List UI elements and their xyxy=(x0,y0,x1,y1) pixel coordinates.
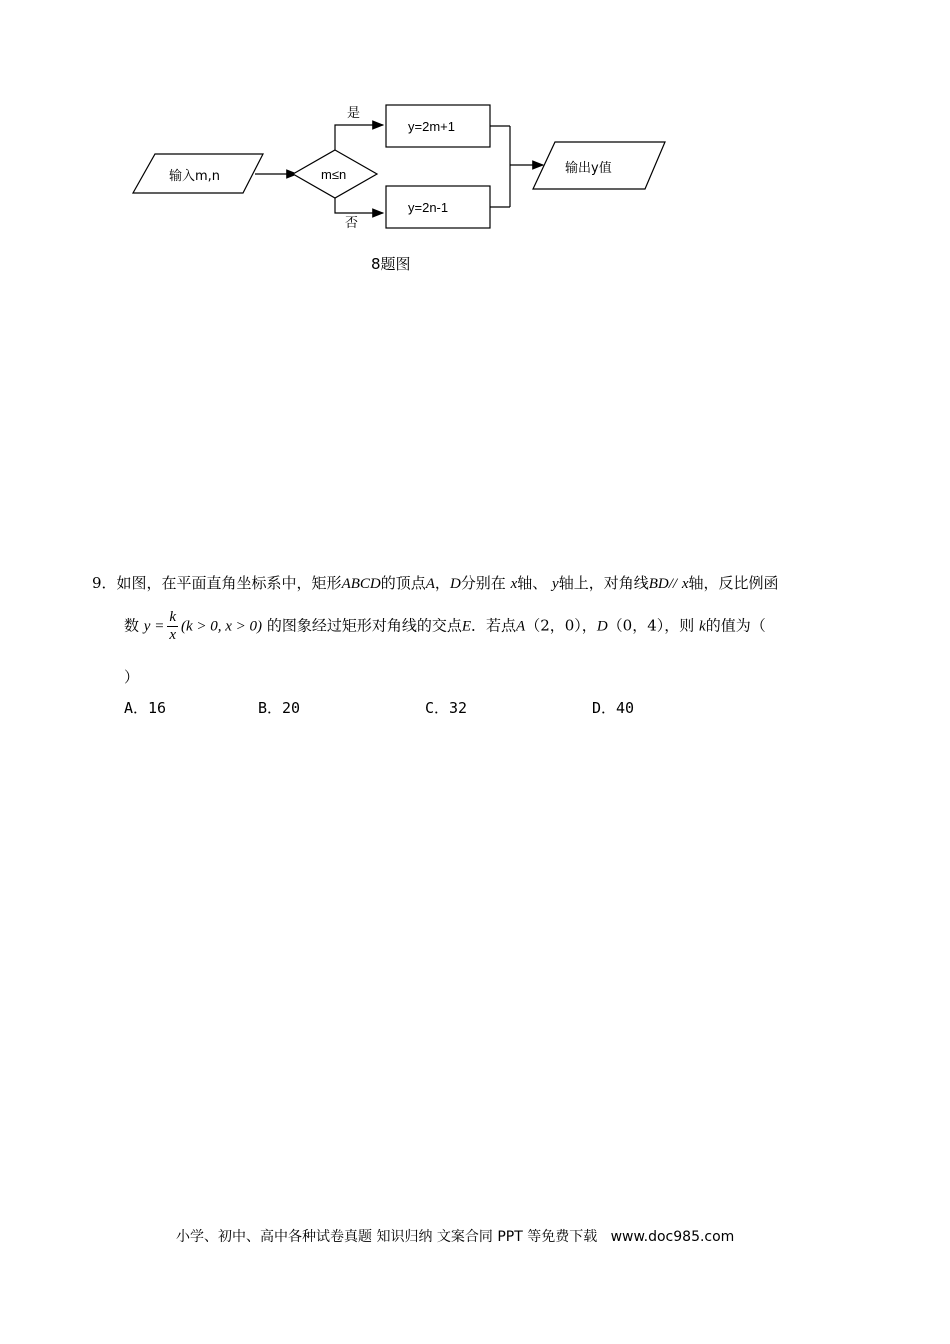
option-c: C．32 xyxy=(425,699,468,717)
q9-text: 轴上，对角线 xyxy=(558,574,649,592)
q9-text: 如图，在平面直角坐标系中，矩形 xyxy=(116,574,342,592)
flowchart-diagram xyxy=(125,95,685,245)
q9-d-coords: （0，4），则 xyxy=(607,616,695,635)
formula-fraction xyxy=(167,609,178,644)
q9-k: k xyxy=(699,618,706,635)
option-a: A．16 xyxy=(124,699,167,717)
q9-x2: x xyxy=(681,576,689,592)
q9-text: ．若点 xyxy=(471,616,517,635)
q9-a: A xyxy=(425,576,435,592)
arrow-no xyxy=(335,198,383,213)
output-label: 输出y值 xyxy=(565,161,612,176)
q9-a2: A xyxy=(516,618,526,635)
q9-comma: ， xyxy=(434,574,450,592)
q9-text: 轴，反比例函 xyxy=(688,574,779,592)
q9-parallel: // xyxy=(668,576,678,592)
q9-a-coords: （2，0）， xyxy=(525,616,597,635)
input-label: 输入m,n xyxy=(169,169,221,184)
fraction-denominator: x xyxy=(169,627,176,643)
q9-text: 的顶点 xyxy=(380,574,426,592)
q9-text: 的图象经过矩形对角线的交点 xyxy=(266,616,462,635)
formula-condition: (k > 0, x > 0) xyxy=(181,618,263,635)
question-number: 9． xyxy=(92,574,117,592)
question-9-line-2 xyxy=(124,609,766,644)
q9-abcd: ABCD xyxy=(341,576,381,592)
yes-process-label: y=2m+1 xyxy=(408,119,455,134)
no-process-label: y=2n-1 xyxy=(408,200,449,215)
q9-d: D xyxy=(449,576,461,592)
q9-text: 数 xyxy=(124,616,140,635)
q9-e: E xyxy=(461,618,472,635)
arrow-yes xyxy=(335,125,383,150)
decision-label: m≤n xyxy=(321,167,347,182)
figure-caption: 8题图 xyxy=(371,255,411,273)
q9-text: 轴、 xyxy=(517,574,548,592)
page-footer: 小学、初中、高中各种试卷真题 知识归纳 文案合同 PPT 等免费下载 www.doc985.com xyxy=(176,1229,735,1245)
fraction-numerator: k xyxy=(169,609,176,625)
option-d: D．40 xyxy=(592,699,635,717)
no-label: 否 xyxy=(345,216,359,231)
q9-y: y xyxy=(552,576,559,592)
question-9-line-1 xyxy=(92,572,779,593)
q9-text: 分别在 xyxy=(460,574,506,592)
q9-x: x xyxy=(510,576,518,592)
formula-left: y = xyxy=(143,618,165,635)
q9-d2: D xyxy=(596,618,608,635)
q9-bd: BD xyxy=(648,576,669,592)
q9-text: 的值为（ xyxy=(705,616,766,635)
yes-label: 是 xyxy=(347,106,361,121)
question-9-line-3: ） xyxy=(124,668,140,686)
option-b: B．20 xyxy=(258,699,301,717)
